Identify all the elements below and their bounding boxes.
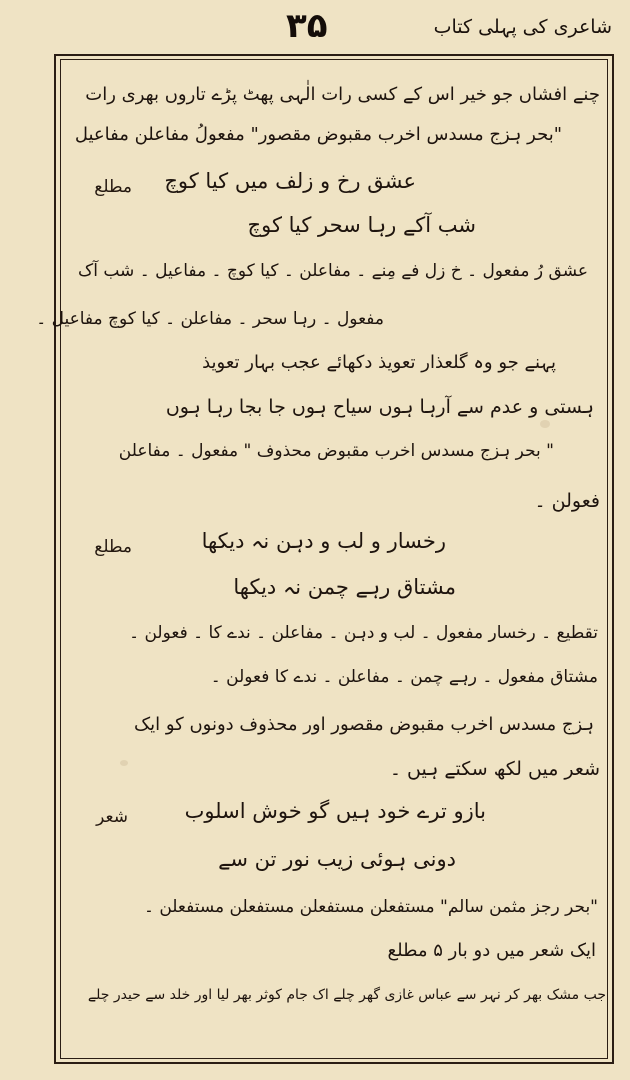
couplet-line: بازو ترے خود ہیں گو خوش اسلوب: [184, 799, 486, 823]
couplet-line: مشتاق رہے چمن نہ دیکھا: [233, 575, 456, 599]
paper-spot: [120, 760, 128, 766]
couplet-line: شب آکے رہا سحر کیا کوچ: [247, 213, 476, 237]
meter-name: "بحر رجز مثمن سالم" مستفعلن مستفعلن مستفعلن مستفعلن ۔: [143, 897, 598, 917]
couplet-line: عشق رخ و زلف میں کیا کوچ: [164, 169, 416, 193]
meter-name: "بحر ہزج مسدس اخرب مقبوض مقصور" مفعولُ مفاعلن مفاعیل: [74, 124, 562, 145]
scansion-line: مفعول ۔ رہا سحر ۔ مفاعلن ۔ کیا کوچ مفاعیل ۔: [36, 309, 384, 329]
page-number: ۳۵: [286, 6, 328, 46]
margin-label-matla: مطلع: [94, 177, 132, 197]
couplet-line: رخسار و لب و دہن نہ دیکھا: [201, 529, 446, 553]
section-heading: ایک شعر میں دو بار ۵ مطلع: [387, 940, 596, 961]
scansion-line: تقطیع ۔ رخسار مفعول ۔ لب و دہن ۔ مفاعلن ۔ ندے کا ۔ فعولن ۔: [129, 623, 598, 643]
verse-line: ہستی و عدم سے آرہا ہوں سیاح ہوں جا بجا رہا ہوں: [165, 396, 594, 418]
margin-label-sher: شعر: [96, 807, 128, 827]
running-header: [0, 6, 630, 48]
paper-spot: [540, 420, 550, 428]
meter-name: " بحر ہزج مسدس اخرب مقبوض محذوف " مفعول ۔ مفاعلن: [118, 441, 554, 461]
explanation-line: شعر میں لکھ سکتے ہیں ۔: [389, 758, 600, 780]
explanation-line: ہزج مسدس اخرب مقبوض مقصور اور محذوف دونوں کو ایک: [134, 714, 594, 735]
verse-line: جب مشک بھر کر نہر سے عباس غازی گھر چلے اک جام کوثر بھر لیا اور خلد سے حیدر چلے: [87, 987, 606, 1003]
page-body: [36, 68, 606, 1058]
couplet-line: دونی ہوئی زیب نور تن سے: [218, 847, 456, 871]
book-title: شاعری کی پہلی کتاب: [433, 16, 612, 38]
scansion-line: مشتاق مفعول ۔ رہے چمن ۔ مفاعلن ۔ ندے کا فعولن ۔: [210, 667, 598, 687]
verse-line: چنے افشاں جو خیر اس کے کسی رات الٰہی پھٹ پڑے تاروں بھری رات: [85, 84, 600, 105]
verse-line: پہنے جو وہ گلعذار تعویذ دکھائے عجب بہار تعویذ: [202, 352, 556, 373]
meter-continuation: فعولن ۔: [534, 490, 600, 512]
margin-label-matla: مطلع: [94, 537, 132, 557]
scansion-line: عشق رُ مفعول ۔ خ زل فے مِنے ۔ مفاعلن ۔ کیا کوچ ۔ مفاعیل ۔ شب آک: [78, 261, 588, 281]
